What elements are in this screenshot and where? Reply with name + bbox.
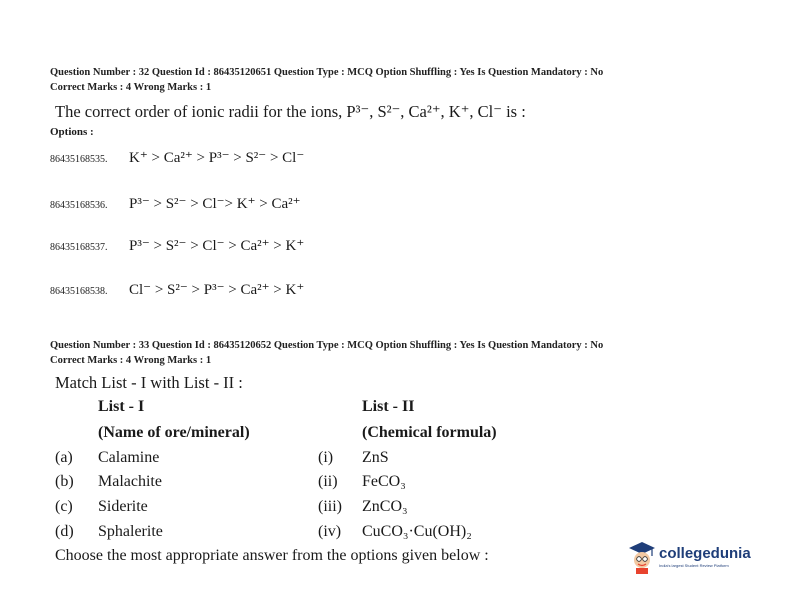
option-row[interactable] [50, 280, 304, 299]
list2-value: ZnS [362, 449, 389, 466]
graduate-mascot-icon [628, 540, 656, 574]
list2-key: (iv) [318, 523, 342, 540]
options-label: Options : [50, 126, 94, 138]
list1-key: (a) [55, 449, 73, 466]
list2-value: CuCO₃·Cu(OH)₂ [362, 523, 472, 540]
list1-header: List - I [98, 398, 145, 415]
list1-subheader: (Name of ore/mineral) [98, 424, 250, 441]
q32-meta-line1: Question Number : 32 Question Id : 86435120651 Question Type : MCQ Option Shuffling : Yes Is Question Mandatory : No [50, 67, 604, 78]
list1-key: (b) [55, 473, 74, 490]
option-text: P³⁻ > S²⁻ > Cl⁻ > Ca²⁺ > K⁺ [129, 238, 305, 254]
option-id: 86435168536. [50, 200, 108, 211]
list2-value: FeCO₃ [362, 473, 406, 490]
list2-key: (ii) [318, 473, 338, 490]
list1-value: Siderite [98, 498, 148, 515]
logo-tagline: India's largest Student Review Platform [659, 563, 729, 568]
option-text: K⁺ > Ca²⁺ > P³⁻ > S²⁻ > Cl⁻ [129, 150, 305, 166]
option-row[interactable] [50, 148, 304, 167]
logo-brand-text: collegedunia [659, 545, 751, 562]
list1-value: Calamine [98, 449, 160, 466]
q33-intro: Match List - I with List - II : [55, 373, 243, 392]
q33-instruction: Choose the most appropriate answer from the options given below : [55, 547, 489, 564]
option-id: 86435168538. [50, 286, 108, 297]
q33-meta-line1: Question Number : 33 Question Id : 86435120652 Question Type : MCQ Option Shuffling : Yes Is Question Mandatory : No [50, 340, 604, 351]
option-id: 86435168537. [50, 242, 108, 253]
option-text: Cl⁻ > S²⁻ > P³⁻ > Ca²⁺ > K⁺ [129, 282, 305, 298]
list1-key: (d) [55, 523, 74, 540]
list2-header: List - II [362, 398, 415, 415]
q32-meta-line2: Correct Marks : 4 Wrong Marks : 1 [50, 82, 212, 93]
q32-question-text: The correct order of ionic radii for the ions, P³⁻, S²⁻, Ca²⁺, K⁺, Cl⁻ is : [55, 102, 526, 121]
list1-value: Malachite [98, 473, 162, 490]
list2-subheader: (Chemical formula) [362, 424, 497, 441]
option-id: 86435168535. [50, 154, 108, 165]
option-row[interactable] [50, 194, 301, 213]
collegedunia-logo [628, 540, 751, 574]
list1-key: (c) [55, 498, 73, 515]
option-text: P³⁻ > S²⁻ > Cl⁻> K⁺ > Ca²⁺ [129, 196, 301, 212]
list1-value: Sphalerite [98, 523, 163, 540]
list2-key: (i) [318, 449, 334, 466]
q33-meta-line2: Correct Marks : 4 Wrong Marks : 1 [50, 355, 212, 366]
list2-value: ZnCO₃ [362, 498, 408, 515]
list2-key: (iii) [318, 498, 342, 515]
option-row[interactable] [50, 236, 304, 255]
